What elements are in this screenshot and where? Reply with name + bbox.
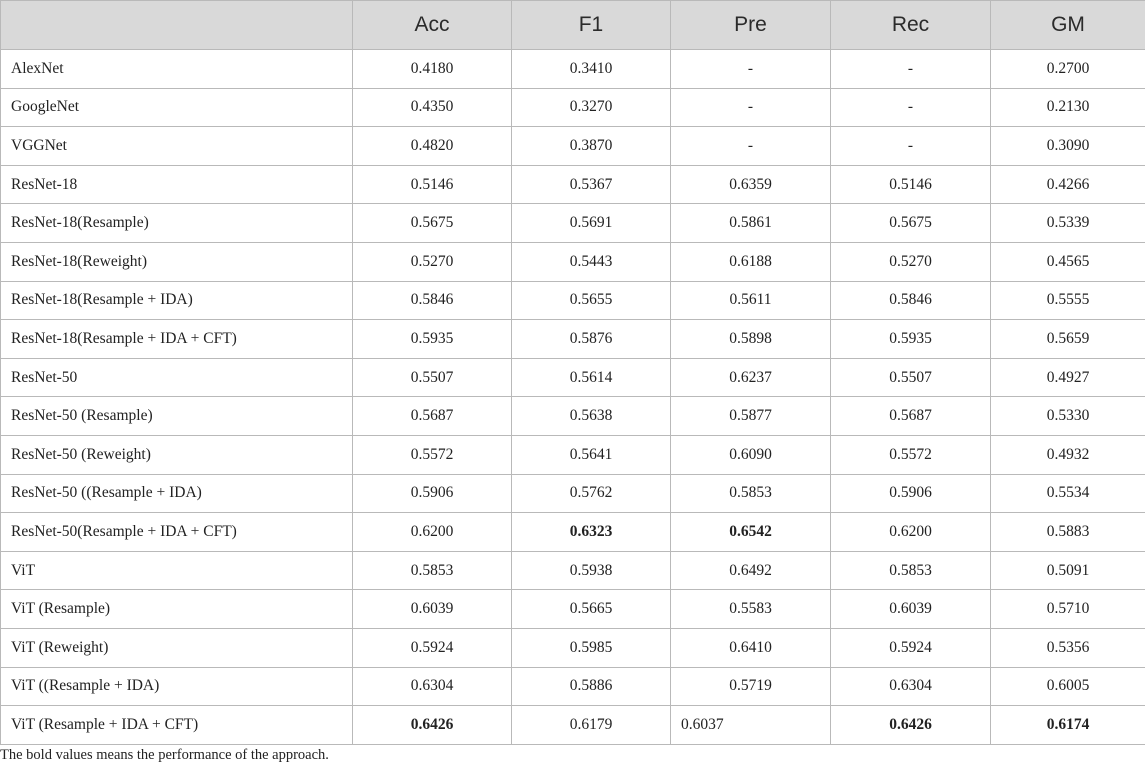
pre-cell: 0.6090: [671, 435, 831, 474]
method-name-cell: ResNet-18: [1, 165, 353, 204]
acc-cell: 0.5572: [353, 435, 512, 474]
table-row: [1, 590, 1145, 629]
pre-cell: 0.6492: [671, 551, 831, 590]
pre-cell: 0.6542: [671, 513, 831, 552]
acc-cell: 0.6039: [353, 590, 512, 629]
f1-cell: 0.3270: [512, 88, 671, 127]
header-rec: Rec: [831, 1, 991, 50]
f1-cell: 0.5938: [512, 551, 671, 590]
pre-cell: 0.6237: [671, 358, 831, 397]
table-row: [1, 358, 1145, 397]
table-row: [1, 242, 1145, 281]
table-row: [1, 397, 1145, 436]
header-method: [1, 1, 353, 50]
f1-cell: 0.5886: [512, 667, 671, 706]
table-row: [1, 88, 1145, 127]
pre-cell: 0.5861: [671, 204, 831, 243]
rec-cell: 0.5846: [831, 281, 991, 320]
f1-cell: 0.5985: [512, 628, 671, 667]
rec-cell: 0.5906: [831, 474, 991, 513]
header-pre: Pre: [671, 1, 831, 50]
table-row: [1, 165, 1145, 204]
gm-cell: 0.2700: [991, 50, 1145, 89]
acc-cell: 0.5853: [353, 551, 512, 590]
f1-cell: 0.3870: [512, 127, 671, 166]
table-row: [1, 281, 1145, 320]
gm-cell: 0.5339: [991, 204, 1145, 243]
pre-cell: 0.5877: [671, 397, 831, 436]
f1-cell: 0.5691: [512, 204, 671, 243]
gm-cell: 0.5659: [991, 320, 1145, 359]
acc-cell: 0.4820: [353, 127, 512, 166]
rec-cell: -: [831, 127, 991, 166]
header-acc: Acc: [353, 1, 512, 50]
rec-cell: 0.6200: [831, 513, 991, 552]
rec-cell: -: [831, 88, 991, 127]
table-row: [1, 320, 1145, 359]
header-row: [1, 1, 1145, 50]
table-row: [1, 667, 1145, 706]
gm-cell: 0.6174: [991, 706, 1145, 745]
pre-cell: 0.6188: [671, 242, 831, 281]
f1-cell: 0.3410: [512, 50, 671, 89]
pre-cell: -: [671, 127, 831, 166]
acc-cell: 0.5270: [353, 242, 512, 281]
rec-cell: 0.5572: [831, 435, 991, 474]
f1-cell: 0.5655: [512, 281, 671, 320]
f1-cell: 0.5614: [512, 358, 671, 397]
method-name-cell: ResNet-50: [1, 358, 353, 397]
f1-cell: 0.6179: [512, 706, 671, 745]
rec-cell: 0.6426: [831, 706, 991, 745]
table-row: [1, 204, 1145, 243]
gm-cell: 0.4932: [991, 435, 1145, 474]
gm-cell: 0.5883: [991, 513, 1145, 552]
rec-cell: 0.5146: [831, 165, 991, 204]
rec-cell: 0.5935: [831, 320, 991, 359]
acc-cell: 0.6426: [353, 706, 512, 745]
pre-cell: -: [671, 88, 831, 127]
gm-cell: 0.5534: [991, 474, 1145, 513]
gm-cell: 0.4266: [991, 165, 1145, 204]
table-row: [1, 551, 1145, 590]
gm-cell: 0.3090: [991, 127, 1145, 166]
table-row: [1, 628, 1145, 667]
f1-cell: 0.5762: [512, 474, 671, 513]
gm-cell: 0.5555: [991, 281, 1145, 320]
method-name-cell: ViT ((Resample + IDA): [1, 667, 353, 706]
acc-cell: 0.6304: [353, 667, 512, 706]
gm-cell: 0.5356: [991, 628, 1145, 667]
f1-cell: 0.5638: [512, 397, 671, 436]
table-row: [1, 706, 1145, 745]
rec-cell: 0.5924: [831, 628, 991, 667]
table-body: [1, 50, 1145, 745]
acc-cell: 0.5675: [353, 204, 512, 243]
table-row: [1, 435, 1145, 474]
method-name-cell: ResNet-18(Resample + IDA + CFT): [1, 320, 353, 359]
pre-cell: 0.6359: [671, 165, 831, 204]
rec-cell: 0.6039: [831, 590, 991, 629]
pre-cell: 0.6410: [671, 628, 831, 667]
table-row: [1, 127, 1145, 166]
pre-cell: 0.5853: [671, 474, 831, 513]
f1-cell: 0.5641: [512, 435, 671, 474]
rec-cell: 0.5507: [831, 358, 991, 397]
rec-cell: -: [831, 50, 991, 89]
pre-cell: 0.5719: [671, 667, 831, 706]
gm-cell: 0.5710: [991, 590, 1145, 629]
rec-cell: 0.5270: [831, 242, 991, 281]
method-name-cell: ResNet-50(Resample + IDA + CFT): [1, 513, 353, 552]
method-name-cell: ResNet-50 (Resample): [1, 397, 353, 436]
acc-cell: 0.5846: [353, 281, 512, 320]
method-name-cell: ResNet-18(Resample + IDA): [1, 281, 353, 320]
method-name-cell: VGGNet: [1, 127, 353, 166]
acc-cell: 0.4350: [353, 88, 512, 127]
table-header: [1, 1, 1145, 50]
method-name-cell: ViT (Resample): [1, 590, 353, 629]
pre-cell: 0.5898: [671, 320, 831, 359]
f1-cell: 0.5443: [512, 242, 671, 281]
pre-cell: 0.5583: [671, 590, 831, 629]
rec-cell: 0.5687: [831, 397, 991, 436]
acc-cell: 0.5687: [353, 397, 512, 436]
method-name-cell: ResNet-50 (Reweight): [1, 435, 353, 474]
gm-cell: 0.5091: [991, 551, 1145, 590]
rec-cell: 0.6304: [831, 667, 991, 706]
acc-cell: 0.5935: [353, 320, 512, 359]
method-name-cell: ResNet-18(Reweight): [1, 242, 353, 281]
acc-cell: 0.5906: [353, 474, 512, 513]
method-name-cell: ViT: [1, 551, 353, 590]
f1-cell: 0.5876: [512, 320, 671, 359]
method-name-cell: ResNet-18(Resample): [1, 204, 353, 243]
gm-cell: 0.4565: [991, 242, 1145, 281]
gm-cell: 0.2130: [991, 88, 1145, 127]
table-row: [1, 50, 1145, 89]
table-row: [1, 474, 1145, 513]
method-name-cell: ViT (Resample + IDA + CFT): [1, 706, 353, 745]
pre-cell: 0.6037: [671, 706, 831, 745]
acc-cell: 0.4180: [353, 50, 512, 89]
table-row: [1, 513, 1145, 552]
gm-cell: 0.4927: [991, 358, 1145, 397]
gm-cell: 0.6005: [991, 667, 1145, 706]
acc-cell: 0.5924: [353, 628, 512, 667]
f1-cell: 0.5665: [512, 590, 671, 629]
method-name-cell: ViT (Reweight): [1, 628, 353, 667]
method-name-cell: ResNet-50 ((Resample + IDA): [1, 474, 353, 513]
pre-cell: 0.5611: [671, 281, 831, 320]
rec-cell: 0.5675: [831, 204, 991, 243]
pre-cell: -: [671, 50, 831, 89]
acc-cell: 0.5146: [353, 165, 512, 204]
method-name-cell: GoogleNet: [1, 88, 353, 127]
table-footnote: The bold values means the performance of the approach.: [0, 747, 329, 763]
acc-cell: 0.6200: [353, 513, 512, 552]
header-gm: GM: [991, 1, 1145, 50]
f1-cell: 0.5367: [512, 165, 671, 204]
method-name-cell: AlexNet: [1, 50, 353, 89]
rec-cell: 0.5853: [831, 551, 991, 590]
header-f1: F1: [512, 1, 671, 50]
gm-cell: 0.5330: [991, 397, 1145, 436]
f1-cell: 0.6323: [512, 513, 671, 552]
acc-cell: 0.5507: [353, 358, 512, 397]
